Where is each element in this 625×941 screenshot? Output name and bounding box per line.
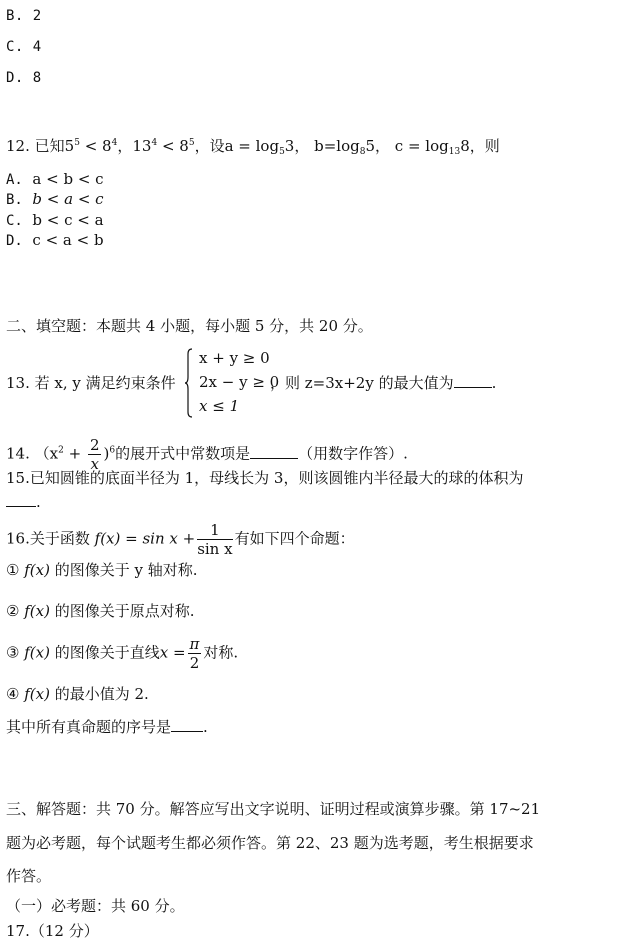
required-questions-heading: （一）必考题：共 60 分。 [6, 897, 185, 915]
q12-a-def: $a = \log_53$ [224, 137, 295, 157]
q16-item-3: ③ f(x) 的图像关于直线x = $\frac{\pi}{2}$ 对称. [6, 635, 239, 672]
q14-fraction: $\frac{2}{x}$ [89, 436, 100, 473]
q13-constraint-1: x + y ≥ 0 [199, 349, 270, 367]
q12-option-b: B. b < a < c [6, 190, 104, 208]
q12-c-def: $c = \log_{13}8$ [394, 137, 470, 157]
answer-blank [454, 373, 492, 388]
q16-item-1: ① f(x) 的图像关于 y 轴对称. [6, 561, 198, 579]
prev-option-d: D. 8 [6, 70, 42, 86]
prev-option-b: B. 2 [6, 8, 42, 24]
q16-stem: 16.关于函数 f(x) = sin x + $\frac{1}{\text{sin x}}$ 有如下四个命题： [6, 521, 355, 558]
answer-blank [250, 444, 298, 459]
q13-lead: 13. 若 x, y 满足约束条件 [6, 374, 176, 392]
q12-comma-b: ， [375, 137, 395, 155]
q12-option-c: C. b < c < a [6, 211, 104, 229]
q13-tail: ，则 z=3x+2y 的最大值为 . [270, 374, 497, 392]
q12-option-a: A. a < b < c [6, 170, 104, 188]
prev-option-c: C. 4 [6, 39, 42, 55]
q14-stem: 14. （$x^2$ + $\frac{2}{x}$ )$^6$的展开式中常数项是 （用数字作答）. [6, 436, 408, 473]
section-3-line3: 作答。 [6, 867, 52, 885]
q12-option-d: D. c < a < b [6, 231, 104, 249]
q14-lead: 14. （x [6, 444, 59, 463]
q13-constraint-2: 2x − y ≥ 0 [199, 373, 280, 391]
q12-stem [6, 136, 500, 156]
section-3-line1: 三、解答题：共 70 分。解答应写出文字说明、证明过程或演算步骤。第 17~21 [6, 800, 541, 818]
q16-summary: 其中所有真命题的序号是 . [6, 718, 208, 736]
q13-constraint-3: x ≤ 1 [199, 397, 240, 415]
answer-blank [6, 492, 36, 507]
q15-line1: 15.已知圆锥的底面半径为 1，母线长为 3，则该圆锥内半径最大的球的体积为 [6, 469, 524, 487]
q12-b-def: $b=\log_85$ [314, 137, 376, 157]
q12-lead: 已知 [34, 137, 65, 155]
left-brace-icon [185, 348, 193, 418]
q17-heading: 17.（12 分） [6, 922, 99, 940]
q12-tail: ，则 [469, 137, 500, 155]
q12-number: 12. [6, 137, 30, 155]
answer-blank [171, 717, 203, 732]
q12-sep2: ，设 [194, 137, 225, 155]
q15-line2: . [6, 492, 41, 512]
section-3-line2: 题为必考题，每个试题考生都必须作答。第 22、23 题为选考题，考生根据要求 [6, 834, 534, 852]
q12-comma-a: ， [294, 137, 315, 155]
q16-item-4: ④ f(x) 的最小值为 2. [6, 685, 149, 703]
q12-ineq1: $5^5 < 8^4$ [64, 137, 118, 155]
q16-fraction: $\frac{1}{\text{sin x}}$ [197, 521, 233, 558]
q12-sep1: ， [117, 137, 133, 155]
q16-pi-fraction: $\frac{\pi}{2}$ [189, 635, 200, 672]
q16-item-2: ② f(x) 的图像关于原点对称. [6, 602, 195, 620]
section-2-heading: 二、填空题：本题共 4 小题，每小题 5 分，共 20 分。 [6, 317, 373, 335]
q12-ineq2: $13^4 < 8^5$ [132, 137, 195, 155]
